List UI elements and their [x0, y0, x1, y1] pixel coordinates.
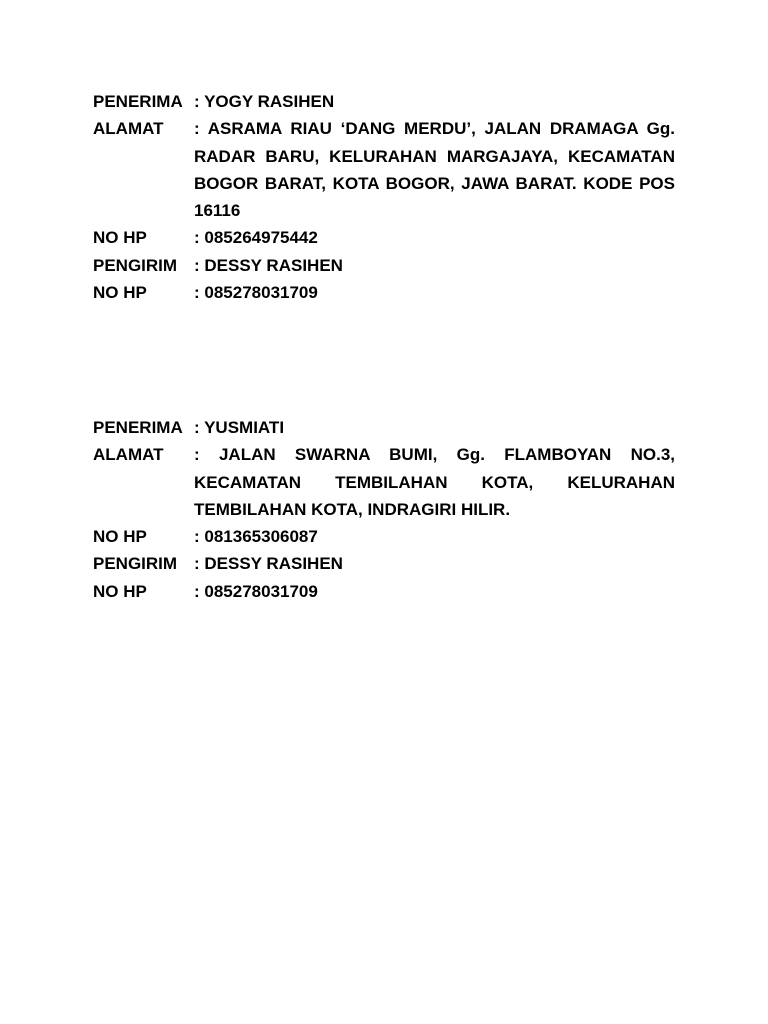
- alamat-row: [93, 115, 675, 224]
- no-hp-penerima-row: [93, 523, 675, 550]
- pengirim-label: PENGIRIM: [93, 554, 178, 574]
- penerima-row: [93, 88, 675, 115]
- no-hp-label: NO HP: [93, 527, 147, 547]
- pengirim-row: [93, 252, 675, 279]
- no-hp-label: NO HP: [93, 581, 147, 601]
- penerima-row: [93, 414, 675, 441]
- alamat-value: : JALAN SWARNA BUMI, Gg. FLAMBOYAN NO.3, KECAMATAN TEMBILAHAN KOTA, KELURAHAN TEMBILAHAN KOTA, INDRAGIRI HILIR.: [194, 445, 675, 519]
- alamat-label: ALAMAT: [93, 119, 164, 139]
- penerima-label: PENERIMA: [93, 92, 183, 111]
- no-hp-label: NO HP: [93, 283, 147, 303]
- shipping-label-1: [93, 88, 675, 306]
- no-hp-penerima-row: [93, 224, 675, 251]
- no-hp-pengirim-value: : 085278031709: [194, 581, 318, 601]
- pengirim-value: : DESSY RASIHEN: [194, 554, 343, 574]
- no-hp-pengirim-row: [93, 279, 675, 306]
- alamat-row: [93, 441, 675, 523]
- no-hp-pengirim-row: [93, 578, 675, 605]
- alamat-label: ALAMAT: [93, 445, 164, 465]
- no-hp-pengirim-value: : 085278031709: [194, 283, 318, 303]
- pengirim-value: : DESSY RASIHEN: [194, 255, 343, 275]
- shipping-label-2: [93, 414, 675, 605]
- no-hp-penerima-value: : 085264975442: [194, 228, 318, 248]
- no-hp-label: NO HP: [93, 228, 147, 248]
- penerima-value: : YUSMIATI: [194, 418, 285, 437]
- penerima-label: PENERIMA: [93, 418, 183, 437]
- penerima-value: : YOGY RASIHEN: [194, 92, 335, 111]
- no-hp-penerima-value: : 081365306087: [194, 527, 318, 547]
- pengirim-label: PENGIRIM: [93, 255, 178, 275]
- pengirim-row: [93, 550, 675, 577]
- alamat-value: : ASRAMA RIAU ‘DANG MERDU’, JALAN DRAMAGA Gg. RADAR BARU, KELURAHAN MARGAJAYA, KECAMATAN BOGOR BARAT, KOTA BOGOR, JAWA BARAT. KODE POS 16116: [194, 119, 675, 221]
